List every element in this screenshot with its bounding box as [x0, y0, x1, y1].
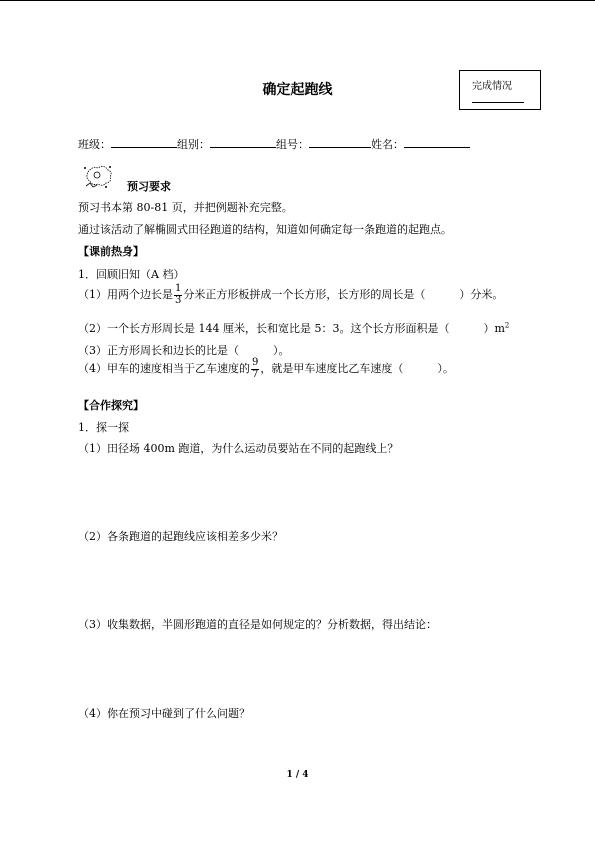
thinking-figure-icon [80, 162, 116, 192]
explore-question-3: （3）收集数据，半圆形跑道的直径是如何规定的？分析数据，得出结论： [78, 618, 437, 631]
q1-prefix: （1）用两个边长是 [78, 288, 173, 301]
warmup-item-1: 1．回顾旧知（A 档） [78, 268, 185, 281]
page-title: 确定起跑线 [262, 82, 333, 98]
q3-prefix: （3）正方形周长和边长的比是（ [78, 344, 239, 357]
q4-prefix: （4）甲车的速度相当于乙车速度的 [78, 362, 250, 375]
completion-status-blank [472, 102, 524, 103]
top-rule [0, 0, 595, 1]
explore-question-4: （4）你在预习中碰到了什么问题？ [78, 707, 250, 720]
q3-suffix: ）。 [273, 344, 290, 357]
warmup-question-4 [78, 358, 454, 380]
group-blank [210, 137, 276, 148]
preview-heading: 预习要求 [127, 180, 171, 193]
q4-denominator: 7 [252, 368, 259, 380]
name-blank [404, 137, 470, 148]
warmup-question-1 [78, 284, 503, 306]
preview-line-1: 预习书本第 80-81 页，并把例题补充完整。 [78, 201, 293, 214]
class-label: 班级： [78, 138, 111, 151]
page-number: 1 / 4 [286, 770, 309, 780]
preview-line-2: 通过该活动了解椭圆式田径跑道的结构，知道如何确定每一条跑道的起跑点。 [78, 223, 452, 236]
explore-question-2: （2）各条跑道的起跑线应该相差多少米？ [78, 530, 283, 543]
explore-item-1: 1．探一探 [78, 421, 129, 434]
q4-middle: ，就是甲车速度比乙车速度（ [260, 362, 404, 375]
q1-middle: 分米正方形板拼成一个长方形，长方形的周长是（ [183, 288, 426, 301]
explore-heading: 【合作探究】 [78, 399, 144, 412]
group-no-blank [309, 137, 371, 148]
group-label: 组别： [177, 138, 210, 151]
q1-numerator: 1 [175, 283, 182, 294]
name-label: 姓名： [371, 138, 404, 151]
q2-suffix: ）m [483, 322, 505, 335]
q2-prefix: （2）一个长方形周长是 144 厘米，长和宽比是 5：3。这个长方形面积是（ [78, 322, 450, 335]
completion-status-box [459, 70, 541, 110]
warmup-question-2 [78, 320, 509, 336]
info-row [78, 136, 470, 152]
q4-fraction [251, 358, 259, 380]
group-no-label: 组号： [276, 138, 309, 151]
completion-status-label: 完成情况 [472, 81, 512, 92]
q4-suffix: ）。 [437, 362, 454, 375]
warmup-heading: 【课前热身】 [78, 245, 144, 258]
q4-numerator: 9 [252, 357, 259, 368]
q1-suffix: ）分米。 [459, 288, 504, 301]
explore-question-1: （1）田径场 400m 跑道，为什么运动员要站在不同的起跑线上？ [78, 442, 399, 455]
warmup-question-3 [78, 342, 290, 358]
q1-fraction [174, 284, 182, 306]
q1-denominator: 3 [175, 294, 182, 306]
q2-superscript: 2 [504, 321, 510, 330]
class-blank [111, 137, 177, 148]
